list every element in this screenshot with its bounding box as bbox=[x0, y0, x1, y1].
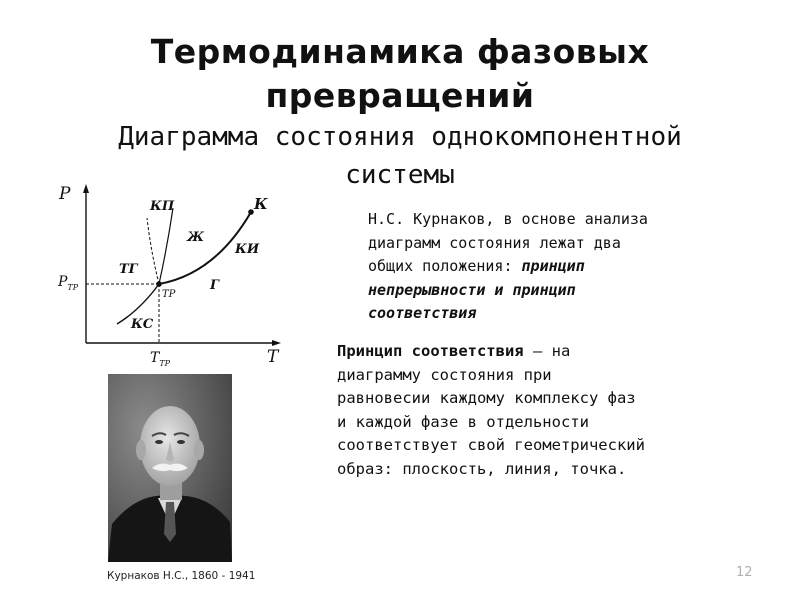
slide-title bbox=[0, 30, 800, 118]
text1-line-4: непрерывности и принцип bbox=[368, 280, 576, 299]
text1-line-3 bbox=[368, 255, 768, 279]
t-tr-sub: TP bbox=[159, 359, 171, 368]
p-axis-arrow bbox=[83, 184, 89, 193]
subtitle-line-2: системы bbox=[345, 160, 455, 190]
label-ki: КИ bbox=[235, 242, 260, 257]
t-axis-arrow bbox=[272, 340, 281, 346]
page-number: 12 bbox=[736, 565, 753, 580]
text2-line-5: соответствует свой геометрический bbox=[337, 436, 645, 454]
metastable-curve bbox=[147, 218, 159, 284]
portrait-caption: Курнаков Н.С., 1860 - 1941 bbox=[107, 570, 256, 582]
label-tg: ТГ bbox=[119, 262, 138, 277]
text2-line-6: образ: плоскость, линия, точка. bbox=[337, 459, 627, 478]
t-tr-main: T bbox=[150, 350, 160, 366]
subtitle-line-1: Диаграмма состояния однокомпонентной bbox=[118, 122, 682, 152]
phase-diagram bbox=[55, 182, 295, 372]
phase-diagram-svg bbox=[55, 182, 295, 372]
triple-point bbox=[156, 281, 162, 287]
p-tr-main: P bbox=[58, 274, 68, 290]
label-gas: Г bbox=[210, 278, 219, 293]
p-tr-sub: TP bbox=[67, 283, 79, 292]
label-kp: КП bbox=[150, 199, 175, 214]
label-triple-point: ТР bbox=[162, 289, 176, 300]
text1-line-2: диаграмм состояния лежат два bbox=[368, 233, 621, 252]
critical-point-label: К bbox=[254, 195, 268, 213]
critical-point bbox=[248, 209, 254, 215]
label-liquid: Ж bbox=[187, 230, 205, 245]
title-line-1: Термодинамика фазовых bbox=[150, 32, 650, 71]
text2-line-1-bold: Принцип соответствия bbox=[337, 342, 524, 360]
text2-line-4: и каждой фазе в отдельности bbox=[337, 412, 589, 431]
text1-line-3-plain: общих положения: bbox=[368, 257, 522, 275]
kurnakov-principles-text bbox=[368, 208, 768, 326]
kurnakov-portrait-photo bbox=[108, 374, 232, 562]
text2-line-2: диаграмму состояния при bbox=[337, 365, 552, 384]
text2-line-3: равновесии каждому комплексу фаз bbox=[337, 389, 636, 407]
title-line-2: превращений bbox=[265, 76, 535, 115]
text1-line-3-emph: принцип bbox=[521, 257, 585, 275]
correspondence-principle-text bbox=[337, 340, 777, 481]
melting-curve bbox=[159, 208, 173, 284]
p-tr-label bbox=[57, 274, 79, 292]
p-axis-label: P bbox=[59, 184, 71, 204]
t-tr-label bbox=[150, 350, 171, 368]
text2-line-1 bbox=[337, 340, 777, 364]
portrait-image bbox=[108, 374, 232, 562]
label-ks: КС bbox=[131, 317, 154, 332]
text1-line-1: Н.С. Курнаков, в основе анализа bbox=[368, 210, 648, 228]
t-axis-label: T bbox=[267, 347, 279, 367]
text2-line-1-rest: – на bbox=[523, 342, 571, 360]
text1-line-5: соответствия bbox=[368, 304, 477, 322]
